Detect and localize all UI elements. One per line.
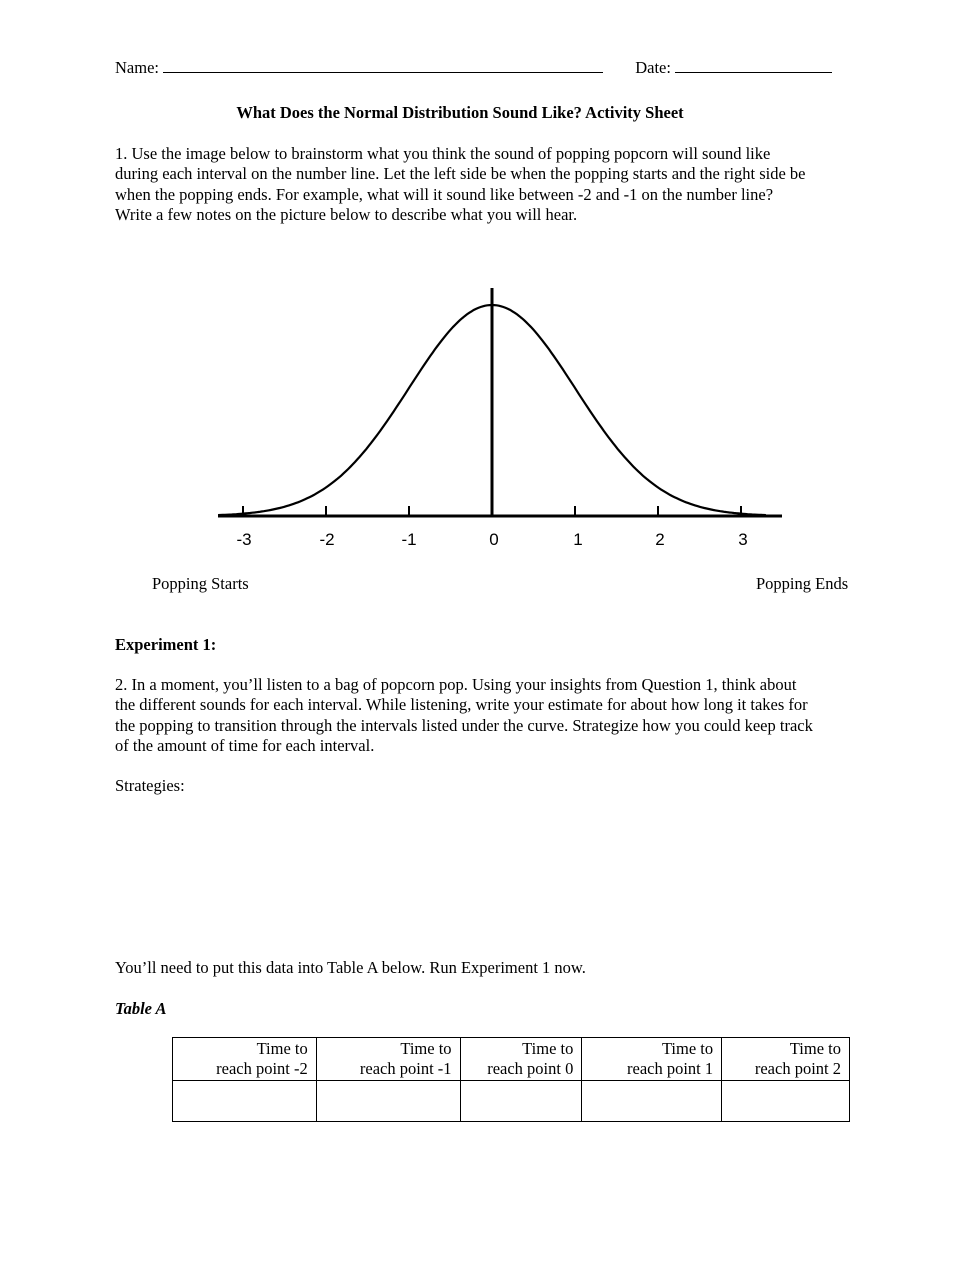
table-answer-cell[interactable] [173,1081,317,1122]
date-label: Date: [635,58,671,77]
table-a-caption: Table A [115,999,167,1018]
table-header-row [173,1038,850,1081]
tick-label: 2 [655,530,665,549]
question-1-line: Write a few notes on the picture below to describe what you will hear. [115,204,578,224]
question-2 [115,675,875,756]
table-header-cell: Time to reach point 2 [722,1038,850,1081]
tick-label: 0 [489,530,499,549]
table-header-cell: Time to reach point -1 [316,1038,460,1081]
question-1-line: 1. Use the image below to brainstorm what you think the sound of popping popcorn will sound like [115,144,771,163]
tick-labels [236,530,747,549]
tick-label: 3 [738,530,748,549]
strategies-answer-area[interactable] [115,800,865,950]
tick-label: -2 [319,530,335,549]
table-header-cell: Time to reach point -2 [173,1038,317,1081]
experiment-1-heading: Experiment 1: [115,635,217,654]
strategies-label: Strategies: [115,776,185,795]
table-answer-row [173,1081,850,1122]
table-answer-cell[interactable] [582,1081,722,1122]
table-a [172,1037,850,1122]
table-answer-cell[interactable] [722,1081,850,1122]
normal-curve-figure [0,0,979,600]
popping-ends-caption: Popping Ends [756,574,849,593]
tick-label: 1 [573,530,583,549]
table-answer-cell[interactable] [316,1081,460,1122]
tick-label: -3 [236,530,252,549]
name-label: Name: [115,58,159,77]
tick-label: -1 [401,530,417,549]
question-1-line: during each interval on the number line. Let the left side be when the popping starts and the right side be [115,164,806,184]
question-2-line: the popping to transition through the intervals listed under the curve. Strategize how you could keep track [115,715,813,735]
question-2-line: 2. In a moment, you’ll listen to a bag of popcorn pop. Using your insights from Question 1, think about [115,675,797,694]
table-instruction: You’ll need to put this data into Table A below. Run Experiment 1 now. [115,958,586,977]
table-header-cell: Time to reach point 0 [460,1038,582,1081]
popping-starts-caption: Popping Starts [152,574,249,593]
table-answer-cell[interactable] [460,1081,582,1122]
page-title: What Does the Normal Distribution Sound Like? Activity Sheet [236,103,684,122]
question-1-line: when the popping ends. For example, what will it sound like between -2 and -1 on the number line? [115,184,774,204]
table-header-cell: Time to reach point 1 [582,1038,722,1081]
question-2-line: of the amount of time for each interval. [115,735,375,755]
question-2-line: the different sounds for each interval. While listening, write your estimate for about how long it takes for [115,695,808,715]
